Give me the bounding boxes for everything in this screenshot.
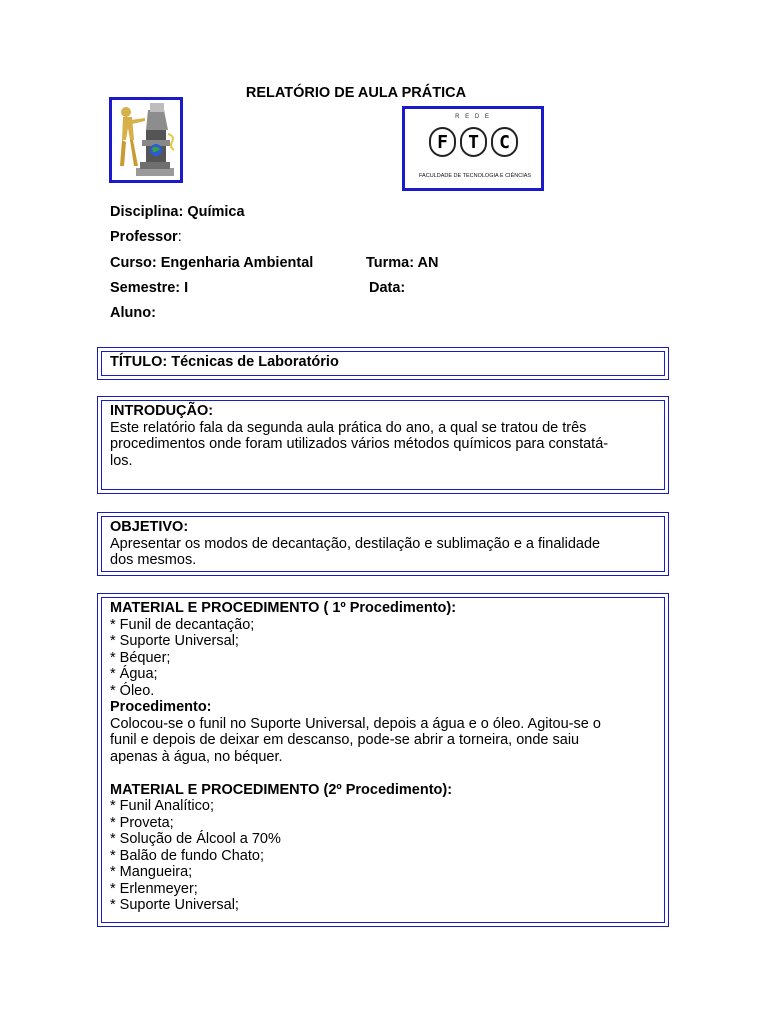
material2-item: * Mangueira; [110,864,193,880]
curso-line: Curso: Engenharia Ambiental [110,255,314,271]
objetivo-line: Apresentar os modos de decantação, destilação e sublimação e a finalidade [110,535,601,552]
material1-heading: MATERIAL E PROCEDIMENTO ( 1º Procedimento): [110,600,457,616]
introducao-box-inner [101,400,665,490]
ftc-letter-f: F [429,127,456,157]
objetivo-line: dos mesmos. [110,552,197,568]
objetivo-box-inner [101,516,665,572]
ftc-logo-rede-text: R E D E [455,114,491,120]
introducao-line: Este relatório fala da segunda aula prática do ano, a qual se tratou de três [110,419,587,436]
material1-item: * Béquer; [110,649,171,666]
ftc-letter-c: C [491,127,518,157]
introducao-box [97,396,669,494]
material1-item: * Funil de decantação; [110,616,255,633]
introducao-line: los. [110,452,133,469]
microscope-logo [109,97,183,183]
material2-heading: MATERIAL E PROCEDIMENTO (2º Procedimento): [110,781,453,798]
material2-item: * Balão de fundo Chato; [110,847,264,864]
material1-item: * Suporte Universal; [110,633,239,649]
procedimento1-line: Colocou-se o funil no Suporte Universal, depois a água e o óleo. Agitou-se o [110,715,601,732]
ftc-logo [402,106,544,191]
professor-label: Professor [110,229,178,245]
procedimento1-line: funil e depois de deixar em descanso, pode-se abrir a torneira, onde saiu [110,732,580,748]
data-line: Data: [369,280,406,296]
material2-item: * Suporte Universal; [110,897,239,913]
titulo-box [97,347,669,380]
objetivo-heading: OBJETIVO: [110,519,189,535]
page-title: RELATÓRIO DE AULA PRÁTICA [245,85,467,101]
titulo-text: TÍTULO: Técnicas de Laboratório [110,354,339,370]
procedimento1-line: apenas à água, no béquer. [110,748,283,765]
material2-item: * Proveta; [110,814,174,831]
ftc-logo-subtitle: FACULDADE DE TECNOLOGIA E CIÊNCIAS [419,173,532,179]
material-procedimento-box [97,593,669,927]
material2-item: * Erlenmeyer; [110,880,198,897]
introducao-heading: INTRODUÇÃO: [110,403,214,419]
material2-item: * Solução de Álcool a 70% [110,831,281,847]
professor-colon: : [177,229,182,245]
material-procedimento-box-inner [101,597,665,923]
ftc-letter-t: T [460,127,487,157]
titulo-box-inner [101,351,665,376]
material2-item: * Funil Analítico; [110,798,214,814]
professor-line [110,229,182,245]
microscope-scientist-icon [112,100,180,180]
section-spacer [110,765,656,782]
ftc-logo-letters [429,127,518,157]
aluno-line: Aluno: [110,305,156,321]
turma-line: Turma: AN [366,255,439,271]
material1-item: * Água; [110,666,158,682]
disciplina-line: Disciplina: Química [110,204,245,220]
procedimento1-heading: Procedimento: [110,699,212,715]
objetivo-box [97,512,669,576]
material1-item: * Óleo. [110,682,155,699]
introducao-line: procedimentos onde foram utilizados vários métodos químicos para constatá- [110,436,609,452]
semestre-line: Semestre: I [110,280,189,296]
